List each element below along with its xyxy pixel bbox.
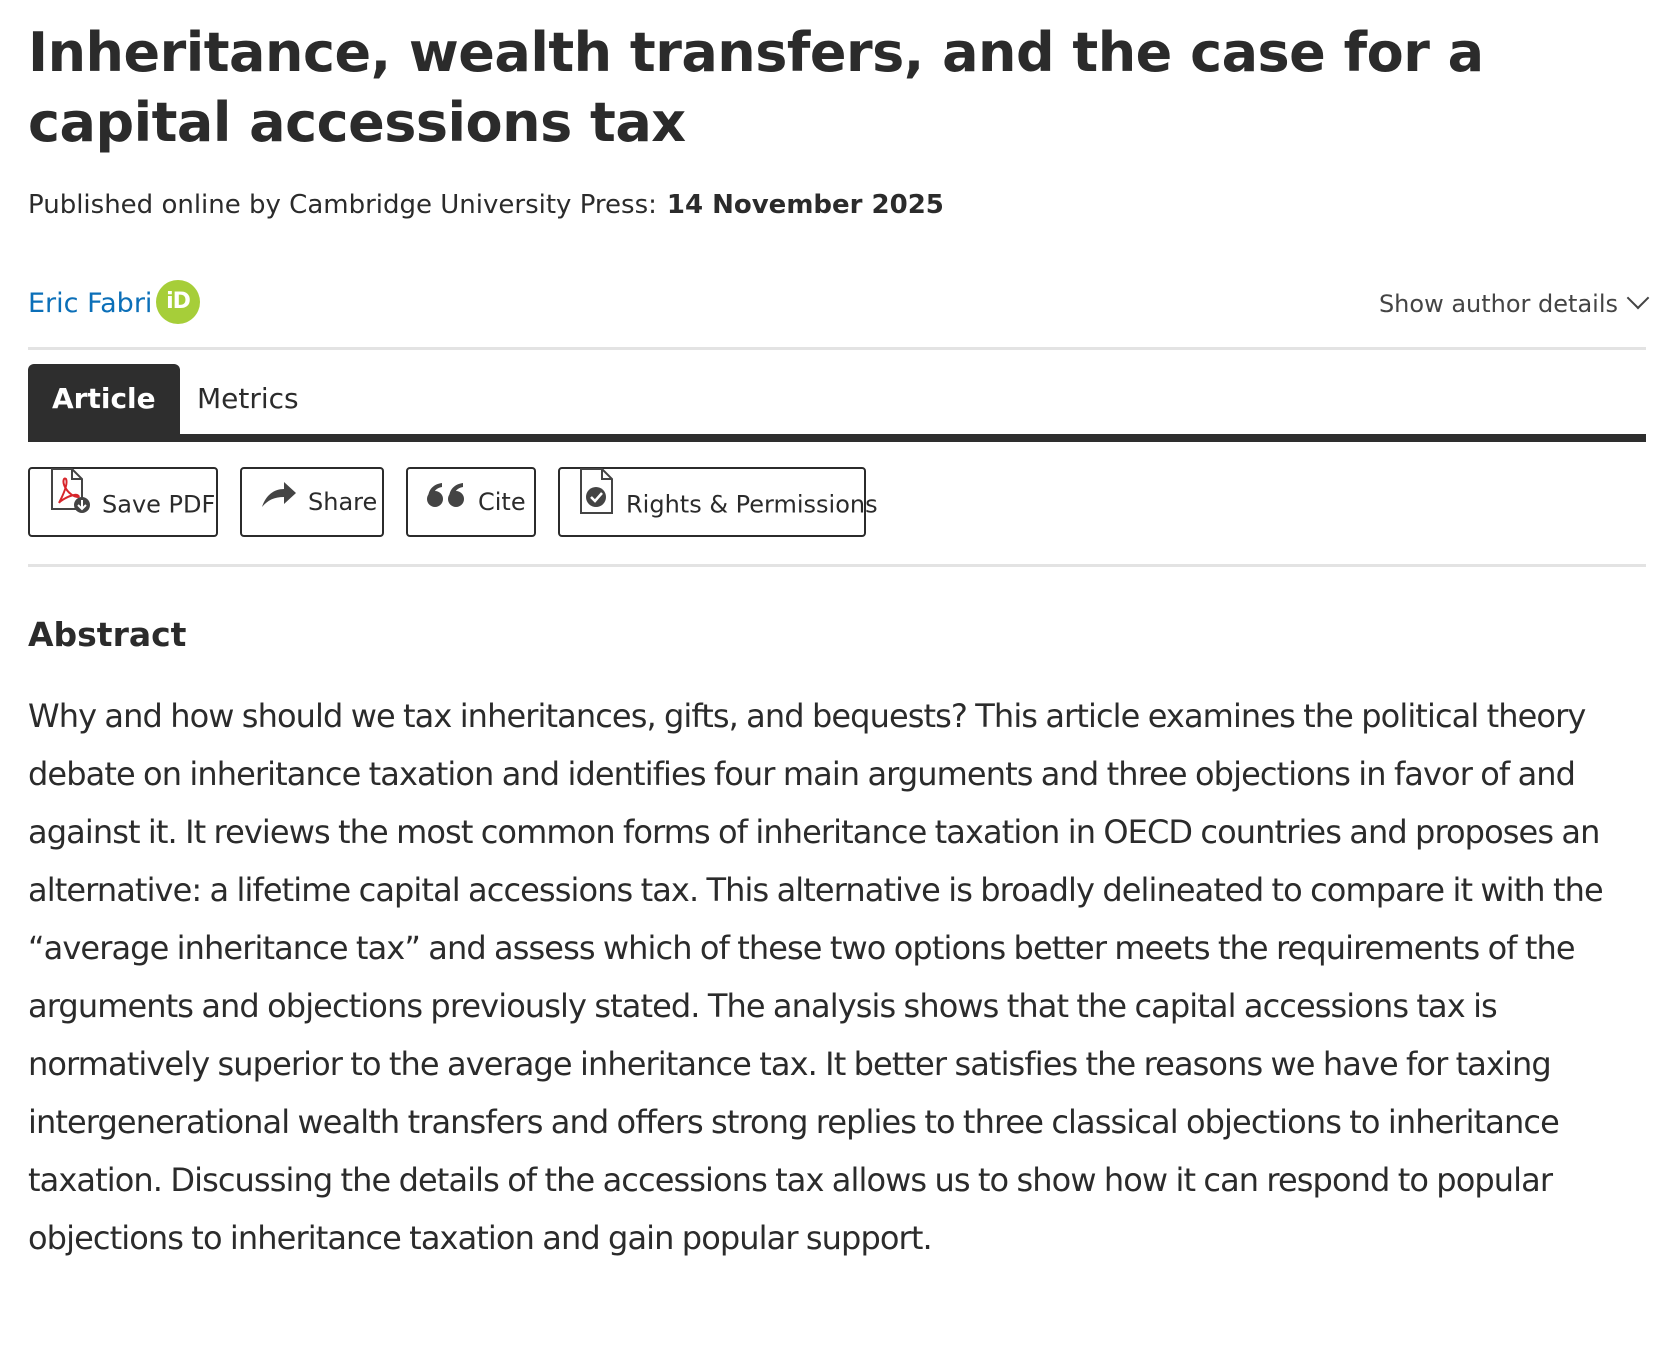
tab-metrics[interactable]: Metrics — [197, 382, 299, 415]
author-name-link[interactable]: Eric Fabri — [28, 288, 153, 319]
published-date: 14 November 2025 — [666, 190, 944, 220]
cite-button[interactable] — [406, 467, 536, 537]
cite-label: Cite — [478, 488, 526, 516]
show-author-details-toggle[interactable] — [1379, 290, 1646, 318]
chevron-down-icon — [1627, 287, 1650, 310]
publication-info — [28, 188, 1646, 222]
tab-underline-bar — [28, 434, 1646, 442]
abstract-text: Why and how should we tax inheritances, gifts, and bequests? This article examines the political theory debate on inheritance taxation and identifies four main arguments and three objections in favor of and against it. It reviews the most common forms of inheritance taxation in OECD countries and proposes an alternative: a lifetime capital accessions tax. This alternative is broadly delineated to compare it with the “average inheritance tax” and assess which of these two options better meets the requirements of the arguments and objections previously stated. The analysis shows that the capital accessions tax is normatively superior to the average inheritance tax. It better satisfies the reasons we have for taxing intergenerational wealth transfers and offers strong replies to three classical objections to inheritance taxation. Discussing the details of the accessions tax allows us to show how it can respond to popular objections to inheritance taxation and gain popular support. — [28, 697, 1603, 1257]
quote-icon — [426, 468, 468, 534]
save-pdf-label: Save PDF — [102, 490, 216, 519]
author-row — [28, 280, 1646, 330]
abstract-heading: Abstract — [28, 615, 187, 654]
article-page — [28, 0, 1646, 1299]
orcid-icon[interactable]: iD — [156, 280, 200, 324]
show-author-details-label: Show author details — [1378, 290, 1618, 318]
article-toolbar — [28, 467, 1646, 539]
share-label: Share — [308, 488, 378, 516]
rights-permissions-label: Rights & Permissions — [626, 490, 878, 519]
pdf-download-icon — [48, 467, 92, 540]
rights-permissions-button[interactable] — [558, 467, 878, 537]
article-tabs — [28, 364, 1646, 434]
share-arrow-icon — [260, 468, 298, 534]
document-check-icon — [578, 467, 616, 540]
share-button[interactable] — [240, 467, 384, 537]
article-title: Inheritance, wealth transfers, and the case for a capital accessions tax — [28, 21, 1484, 154]
divider — [28, 347, 1646, 350]
divider — [28, 564, 1646, 567]
tab-article[interactable]: Article — [28, 364, 180, 434]
save-pdf-button[interactable] — [28, 467, 218, 537]
published-label: Published online by Cambridge University Press: — [28, 190, 657, 220]
